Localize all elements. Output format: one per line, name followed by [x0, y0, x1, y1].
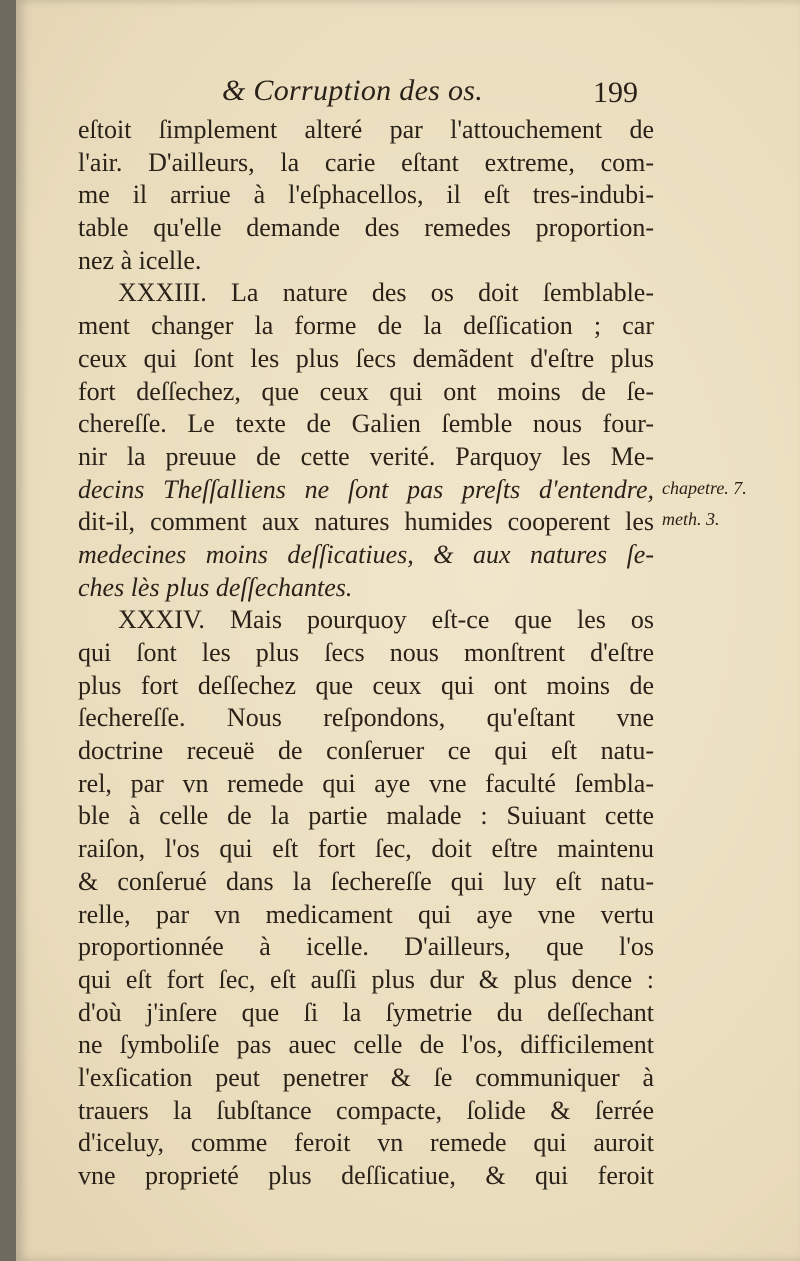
text-line: ches lès plus deſſechantes.: [78, 572, 353, 602]
text-line: ble à celle de la partie malade : Suiuant cette: [78, 801, 654, 831]
page-header: [16, 74, 800, 114]
text-line: proportionnée à icelle. D'ailleurs, que l'os: [78, 932, 654, 962]
text-line: trauers la ſubſtance compacte, ſolide & ſerrée: [78, 1095, 654, 1125]
text-line: qui eſt fort ſec, eſt auſſi plus dur & plus dence :: [78, 964, 654, 994]
text-line: qui ſont les plus ſecs nous monſtrent d'eſtre: [78, 638, 654, 667]
page-number: 199: [593, 76, 638, 109]
text-line: dit-il, comment aux natures humides cooperent les: [78, 507, 654, 537]
text-line: & conſerué dans la ſechereſſe qui luy eſt natu-: [78, 866, 654, 896]
text-line: eſtoit ſimplement alteré par l'attouchement de: [78, 115, 654, 144]
text-line: ne ſymboliſe pas auec celle de l'os, difficilement: [78, 1030, 654, 1060]
text-line: XXXIII. La nature des os doit ſemblable-: [118, 278, 654, 308]
margin-note: meth. 3.: [662, 509, 720, 529]
text-line: me il arriue à l'eſphacellos, il eſt tres-indubi-: [78, 180, 654, 210]
text-line: raiſon, l'os qui eſt fort ſec, doit eſtre maintenu: [78, 834, 654, 864]
text-line: nez à icelle.: [78, 245, 202, 275]
text-line: l'exſication peut penetrer & ſe communiquer à: [78, 1062, 654, 1092]
text-line: relle, par vn medicament qui aye vne vertu: [78, 899, 654, 929]
text-line: rel, par vn remede qui aye vne faculté ſembla-: [78, 768, 654, 798]
text-line: table qu'elle demande des remedes proportion-: [78, 213, 654, 243]
text-line: decins Theſſalliens ne ſont pas preſts d'entendre,: [78, 474, 654, 504]
text-line: nir la preuue de cette verité. Parquoy les Me-: [78, 441, 654, 471]
book-page: [16, 0, 800, 1261]
text-line: XXXIV. Mais pourquoy eſt-ce que les os: [118, 605, 654, 635]
text-line: vne proprieté plus deſſicatiue, & qui feroit: [78, 1161, 654, 1190]
text-line: chereſſe. Le texte de Galien ſemble nous four-: [78, 409, 654, 439]
text-line: medecines moins deſſicatiues, & aux natures ſe-: [78, 539, 654, 569]
text-line: fort deſſechez, que ceux qui ont moins de ſe-: [78, 376, 654, 406]
running-title: & Corruption des os.: [222, 74, 484, 107]
text-line: ment changer la forme de la deſſication ; car: [78, 311, 654, 341]
body-text: [78, 114, 654, 1193]
text-line: plus fort deſſechez que ceux qui ont moins de: [78, 670, 654, 700]
text-line: ceux qui ſont les plus ſecs demãdent d'eſtre plus: [78, 343, 654, 373]
text-line: l'air. D'ailleurs, la carie eſtant extreme, com-: [78, 147, 654, 177]
text-line: d'iceluy, comme feroit vn remede qui auroit: [78, 1128, 654, 1158]
text-line: doctrine receuë de conſeruer ce qui eſt natu-: [78, 736, 654, 766]
text-line: d'où j'inſere que ſi la ſymetrie du deſſechant: [78, 997, 654, 1027]
margin-note: chapetre. 7.: [662, 478, 747, 498]
text-line: ſechereſſe. Nous reſpondons, qu'eſtant vne: [78, 703, 654, 733]
